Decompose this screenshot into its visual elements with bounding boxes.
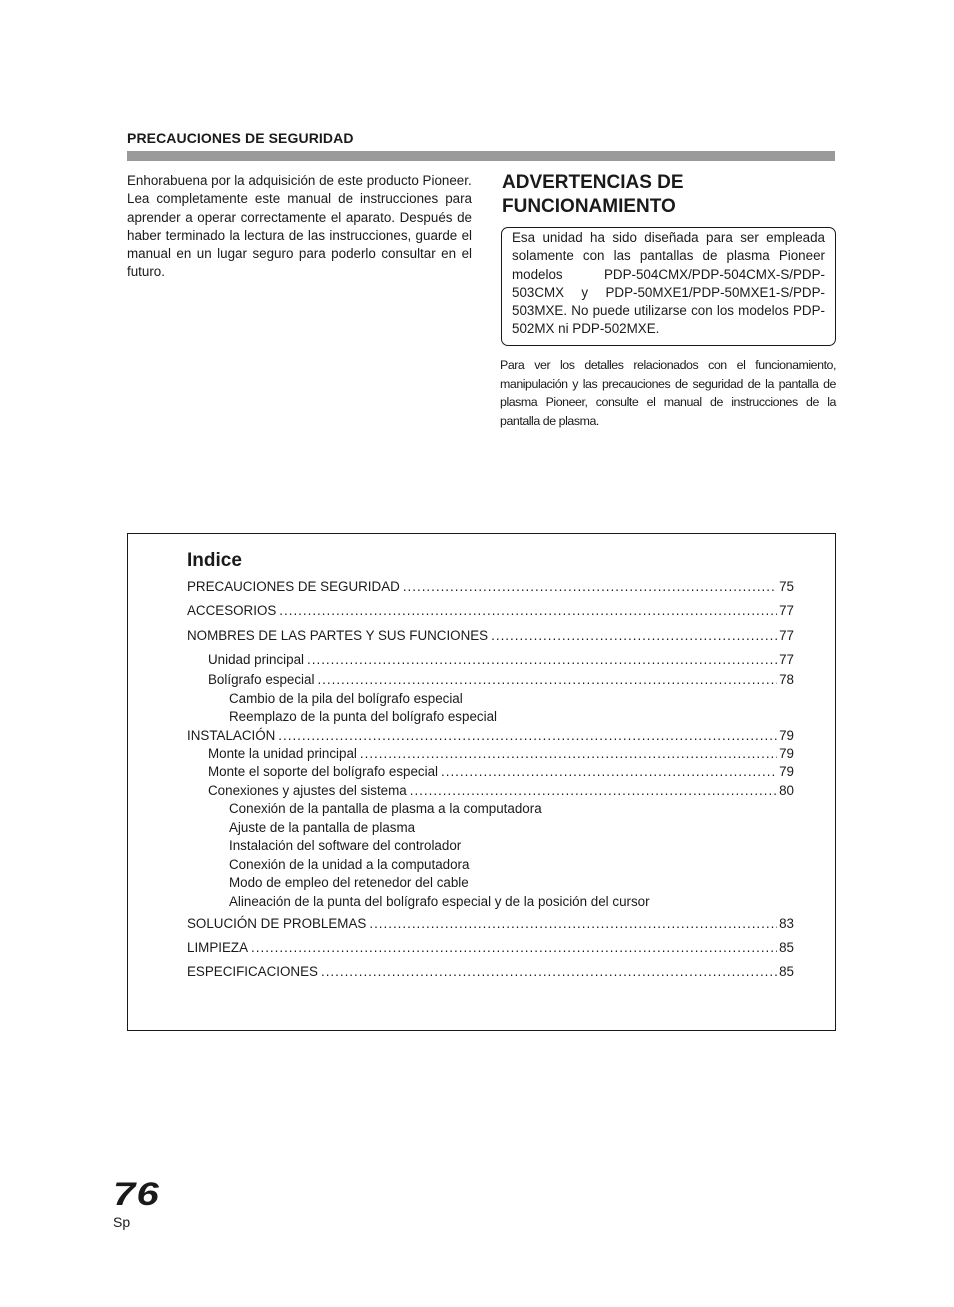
toc-entry[interactable] (229, 708, 794, 726)
toc-entry-text: Ajuste de la pantalla de plasma (229, 820, 416, 835)
toc-entry[interactable] (229, 874, 794, 892)
advertencias-box: Esa unidad ha sido diseñada para ser empleada solamente con las pantallas de plasma Pioneer modelos PDP-504CMX/PDP-504CMX-S/PDP-503CMX y PDP-50MXE1/PDP-50MXE1-S/PDP-503MXE. No puede utilizarse con los modelos PDP-502MX ni PDP-502MXE. (501, 227, 836, 346)
toc-entry-text: ACCESORIOS (187, 603, 277, 618)
toc-entry[interactable] (229, 837, 794, 855)
toc-entry[interactable] (208, 763, 794, 781)
toc-entry[interactable] (187, 939, 794, 957)
advertencias-title: ADVERTENCIAS DE FUNCIONAMIENTO (502, 172, 684, 217)
toc-entry-text: Monte el soporte del bolígrafo especial (208, 764, 439, 779)
toc-entry-text: Conexiones y ajustes del sistema (208, 783, 407, 798)
toc-entry[interactable] (187, 915, 794, 933)
toc-entry-text: SOLUCIÓN DE PROBLEMAS (187, 916, 367, 931)
toc-entry-page: 83 (779, 916, 794, 931)
toc-entry-text: Instalación del software del controlador (229, 838, 462, 853)
toc-entry-text: Cambio de la pila del bolígrafo especial (229, 691, 463, 706)
toc-entry[interactable] (208, 671, 794, 689)
toc-leader (410, 782, 777, 800)
toc-entry-text: Reemplazo de la punta del bolígrafo especial (229, 709, 497, 724)
toc-entry-page: 85 (779, 940, 794, 955)
toc-entry[interactable] (187, 727, 794, 745)
toc-entry-text: Bolígrafo especial (208, 672, 315, 687)
toc-entry-text: INSTALACIÓN (187, 728, 276, 743)
toc-entry-page: 79 (779, 728, 794, 743)
toc-leader (251, 939, 777, 957)
toc-leader (360, 745, 777, 763)
toc-leader (278, 727, 777, 745)
toc-title: Indice (187, 550, 242, 571)
toc-entry-page: 80 (779, 783, 794, 798)
toc-entry-page: 75 (779, 579, 794, 594)
language-code: Sp (113, 1214, 131, 1230)
toc-leader (279, 602, 777, 620)
toc-entry-page: 77 (779, 628, 794, 643)
toc-entry-page: 85 (779, 964, 794, 979)
toc-entry-text: NOMBRES DE LAS PARTES Y SUS FUNCIONES (187, 628, 489, 643)
toc-entry[interactable] (208, 745, 794, 763)
toc-entry-page: 79 (779, 764, 794, 779)
toc-entry-text: Unidad principal (208, 652, 305, 667)
page-number: 76 (113, 1176, 160, 1212)
toc-entry[interactable] (229, 690, 794, 708)
toc-entry[interactable] (187, 602, 794, 620)
toc-entry-text: Modo de empleo del retenedor del cable (229, 875, 469, 890)
intro-paragraph-2: Lea completamente este manual de instrucciones para aprender a operar correctamente el aparato. Después de haber terminado la lectura de las instrucciones, guarde el manual en un lugar seguro para poderlo consultar en el futuro. (127, 191, 472, 280)
toc-entry-text: Alineación de la punta del bolígrafo especial y de la posición del cursor (229, 894, 650, 909)
toc-entry[interactable] (187, 627, 794, 645)
toc-entry-page: 77 (779, 652, 794, 667)
toc-entry[interactable] (208, 782, 794, 800)
toc-leader (317, 671, 777, 689)
toc-entry[interactable] (208, 651, 794, 669)
toc-leader (321, 963, 777, 981)
toc-entry-page: 79 (779, 746, 794, 761)
intro-text (127, 172, 472, 282)
toc-entry-page: 78 (779, 672, 794, 687)
toc-entry-page: 77 (779, 603, 794, 618)
toc-entry[interactable] (229, 800, 794, 818)
toc-entry-text: ESPECIFICACIONES (187, 964, 318, 979)
toc-leader (403, 578, 777, 596)
toc-leader (369, 915, 777, 933)
toc-entry-text: LIMPIEZA (187, 940, 249, 955)
toc-entry[interactable] (229, 819, 794, 837)
toc-entry[interactable] (187, 578, 794, 596)
toc-leader (307, 651, 777, 669)
toc-entry[interactable] (229, 856, 794, 874)
toc-entry[interactable] (187, 963, 794, 981)
toc-entry-text: Monte la unidad principal (208, 746, 357, 761)
intro-paragraph-1: Enhorabuena por la adquisición de este producto Pioneer. (127, 173, 472, 188)
toc-entry-text: PRECAUCIONES DE SEGURIDAD (187, 579, 400, 594)
section-divider-bar (127, 151, 835, 161)
toc-entry[interactable] (229, 893, 794, 911)
section-heading: PRECAUCIONES DE SEGURIDAD (127, 130, 354, 146)
advertencias-note: Para ver los detalles relacionados con el funcionamiento, manipulación y las precauciones de seguridad de la pantalla de plasma Pioneer, consulte el manual de instrucciones de la pantalla de plasma. (500, 358, 836, 428)
toc-entry-text: Conexión de la pantalla de plasma a la computadora (229, 801, 542, 816)
toc-leader (491, 627, 777, 645)
toc-entry-text: Conexión de la unidad a la computadora (229, 857, 470, 872)
toc-leader (441, 763, 777, 781)
